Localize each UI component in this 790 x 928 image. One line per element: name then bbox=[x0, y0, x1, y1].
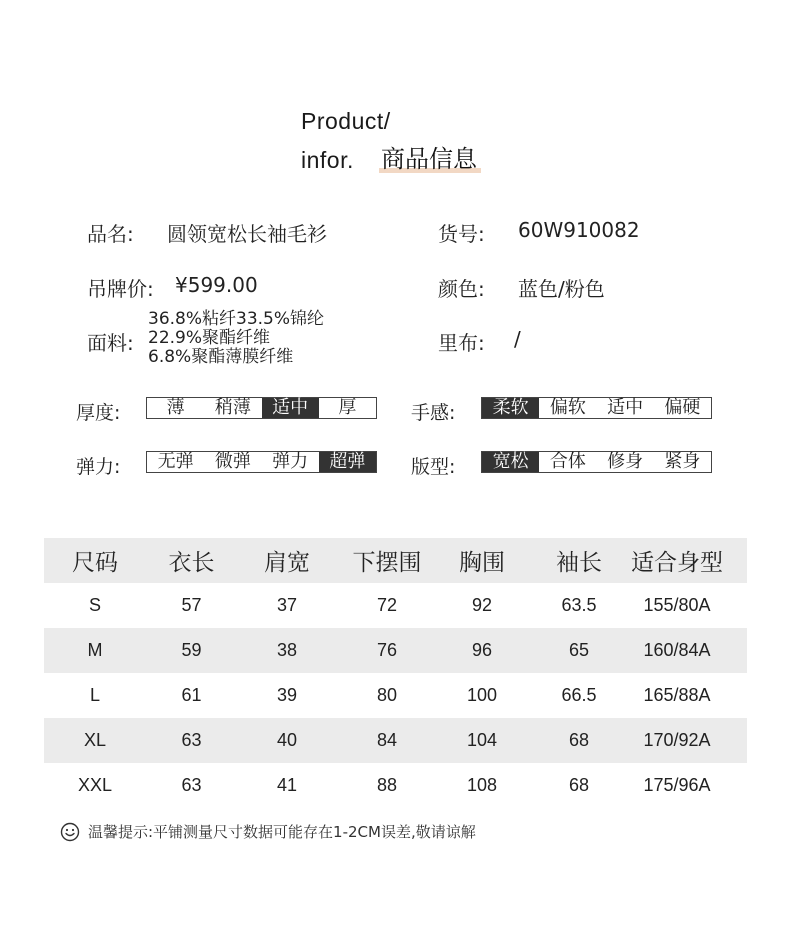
table-row bbox=[44, 763, 747, 808]
name-value: 圆领宽松长袖毛衫 bbox=[167, 222, 327, 246]
thickness-options bbox=[146, 397, 377, 419]
table-cell: 84 bbox=[376, 730, 398, 750]
fit-option: 合体 bbox=[549, 451, 586, 472]
table-cell: 63 bbox=[181, 775, 202, 795]
table-cell: 155/80A bbox=[643, 595, 711, 615]
price-label: 吊牌价: bbox=[87, 277, 154, 301]
color-value: 蓝色/粉色 bbox=[518, 277, 605, 301]
table-cell: 41 bbox=[276, 775, 298, 795]
table-cell: 40 bbox=[276, 730, 298, 750]
table-cell: 68 bbox=[568, 730, 590, 750]
feel-option-selected: 柔软 bbox=[482, 398, 539, 418]
table-cell: XXL bbox=[77, 775, 113, 795]
table-cell: 104 bbox=[466, 730, 498, 750]
table-cell: 38 bbox=[276, 640, 298, 660]
table-cell: XL bbox=[83, 730, 107, 750]
page-title-text: 商品信息 bbox=[381, 145, 477, 173]
smile-icon bbox=[60, 822, 80, 842]
table-cell: 68 bbox=[568, 775, 590, 795]
name-label: 品名: bbox=[87, 222, 134, 246]
table-row bbox=[44, 673, 747, 718]
table-cell: 108 bbox=[466, 775, 498, 795]
sku-value: 60W910082 bbox=[518, 218, 640, 242]
elasticity-option: 无弹 bbox=[157, 451, 194, 472]
table-cell: 63 bbox=[181, 730, 202, 750]
thickness-option: 厚 bbox=[338, 397, 357, 418]
feel-options bbox=[481, 397, 712, 419]
table-cell: S bbox=[88, 595, 101, 615]
table-cell: 61 bbox=[181, 685, 202, 705]
table-cell: 63.5 bbox=[561, 595, 597, 615]
thickness-label: 厚度: bbox=[76, 402, 121, 424]
table-cell: 100 bbox=[466, 685, 498, 705]
fabric-line: 36.8%粘纤33.5%锦纶 bbox=[148, 309, 325, 329]
feel-option: 偏硬 bbox=[664, 397, 701, 418]
table-cell: 59 bbox=[181, 640, 202, 660]
table-cell: 96 bbox=[471, 640, 493, 660]
fabric-line: 22.9%聚酯纤维 bbox=[148, 328, 271, 348]
fabric-line: 6.8%聚酯薄膜纤维 bbox=[148, 347, 294, 367]
sku-label: 货号: bbox=[438, 222, 485, 246]
table-cell: 170/92A bbox=[643, 730, 711, 750]
table-cell: 76 bbox=[376, 640, 398, 660]
table-cell: 165/88A bbox=[643, 685, 711, 705]
elasticity-options bbox=[146, 451, 377, 473]
elasticity-option: 微弹 bbox=[214, 451, 251, 472]
elasticity-label: 弹力: bbox=[76, 456, 121, 478]
table-header-row bbox=[44, 538, 747, 583]
color-label: 颜色: bbox=[438, 277, 485, 301]
table-header-cell: 尺码 bbox=[72, 550, 118, 576]
table-row bbox=[44, 718, 747, 763]
fabric-label: 面料: bbox=[87, 331, 134, 355]
feel-label: 手感: bbox=[411, 402, 456, 424]
thickness-option-selected: 适中 bbox=[262, 398, 319, 418]
thickness-option: 稍薄 bbox=[214, 397, 251, 418]
table-row bbox=[44, 628, 747, 673]
fit-label: 版型: bbox=[411, 456, 456, 478]
table-cell: 57 bbox=[181, 595, 202, 615]
table-row bbox=[44, 583, 747, 628]
fit-option: 紧身 bbox=[664, 451, 701, 472]
elasticity-option: 弹力 bbox=[272, 451, 309, 472]
feel-option: 偏软 bbox=[549, 397, 586, 418]
table-header-cell: 衣长 bbox=[168, 550, 215, 576]
table-header-cell: 胸围 bbox=[459, 550, 505, 576]
size-table bbox=[44, 538, 747, 808]
table-header-cell: 适合身型 bbox=[631, 550, 723, 576]
table-header-cell: 肩宽 bbox=[264, 550, 310, 576]
table-cell: 88 bbox=[376, 775, 398, 795]
fit-options bbox=[481, 451, 712, 473]
table-cell: 175/96A bbox=[643, 775, 711, 795]
lining-label: 里布: bbox=[438, 331, 485, 355]
table-cell: 80 bbox=[376, 685, 398, 705]
table-header-cell: 袖长 bbox=[556, 550, 602, 576]
table-cell: 92 bbox=[471, 595, 493, 615]
note-text: 温馨提示:平铺测量尺寸数据可能存在1-2CM误差,敬请谅解 bbox=[88, 823, 476, 841]
lining-value: / bbox=[514, 327, 521, 351]
price-value: ¥599.00 bbox=[175, 273, 258, 297]
table-cell: 37 bbox=[276, 595, 298, 615]
table-cell: 72 bbox=[376, 595, 398, 615]
fit-option-selected: 宽松 bbox=[482, 452, 539, 472]
measurement-note bbox=[60, 821, 476, 842]
elasticity-option-selected: 超弹 bbox=[319, 452, 376, 472]
title-en-line2: infor. bbox=[301, 147, 354, 173]
table-cell: 160/84A bbox=[643, 640, 711, 660]
feel-option: 适中 bbox=[607, 397, 644, 418]
fabric-value bbox=[148, 310, 324, 367]
page-title bbox=[381, 139, 477, 174]
table-cell: 39 bbox=[276, 685, 298, 705]
table-cell: L bbox=[89, 685, 100, 705]
thickness-option: 薄 bbox=[166, 397, 185, 418]
title-en-line1: Product/ bbox=[301, 108, 391, 134]
table-cell: M bbox=[87, 640, 103, 660]
fit-option: 修身 bbox=[607, 451, 644, 472]
table-header-cell: 下摆围 bbox=[352, 550, 422, 576]
table-cell: 65 bbox=[568, 640, 590, 660]
table-cell: 66.5 bbox=[561, 685, 597, 705]
